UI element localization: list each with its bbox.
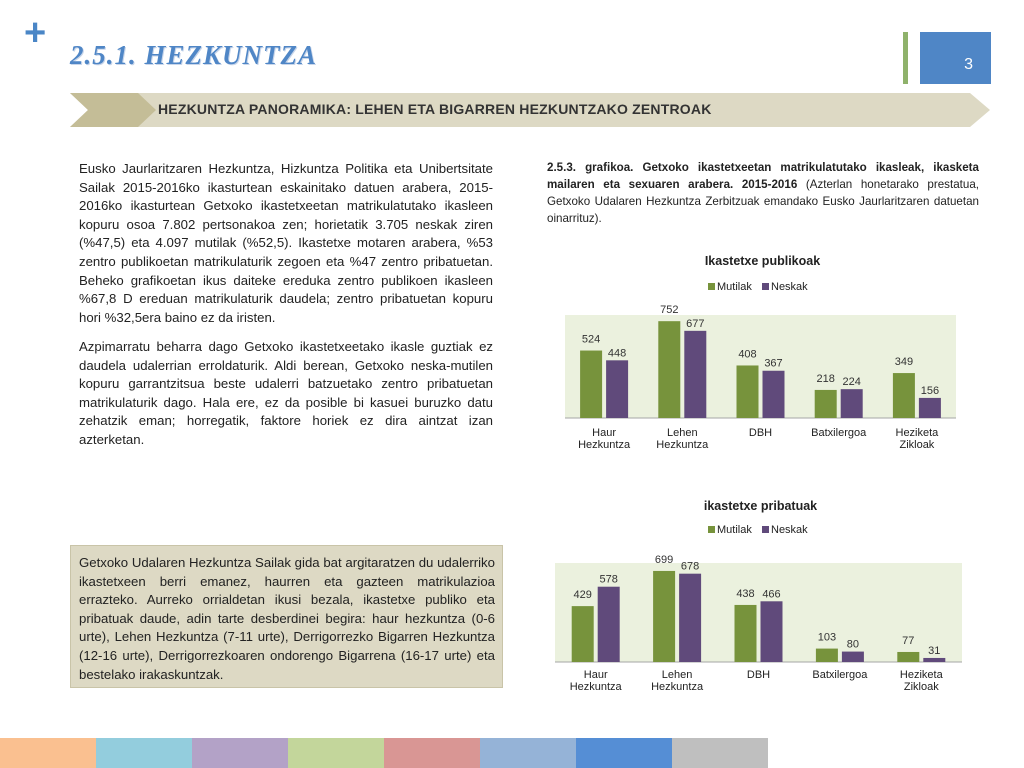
chart-private-svg [540, 495, 980, 700]
bar-mutilak-2 [653, 571, 675, 662]
data-label-mutilak-1: 429 [573, 589, 592, 602]
legend-swatch-mutilak [708, 526, 715, 533]
data-label-mutilak-5: 349 [894, 356, 914, 369]
caption-title: 2.5.3. grafikoa. Getxoko ikastetxeetan matrikulatutako ikasleak, ikasketa mailaren eta sexuaren arabera. 2015-2016 [547, 161, 979, 191]
data-label-neskak-3: 367 [764, 357, 783, 370]
data-label-neskak-5: 31 [928, 644, 941, 657]
data-label-mutilak-2: 699 [654, 553, 674, 566]
category-label-4: Batxilergoa [812, 669, 868, 681]
page-number-box [920, 32, 991, 84]
footer-block-4 [288, 738, 384, 768]
bar-neskak-1 [606, 360, 628, 418]
page-title: 2.5.1. HEZKUNTZA [70, 40, 318, 70]
info-box-text: Getxoko Udalaren Hezkuntza Sailak gida bat argitaratzen du udalerriko ikastetxeen berri emanez, haurren eta gazteen matrikulazioa errazteko. Aurreko orrialdetan ikusi bezala, ikastetxe publiko eta pribatuak daude, adin tarte desberdinei begira: haur hezkuntza (0-6 urte), Lehen Hezkuntza (7-11 urte), Derrigorrezko Bigarren Hezkuntza (12-16 urte), Derrigorrezkoaren ondorengo Bigarrena (16-17 urte) eta bestelako irakaskuntzak. [79, 555, 495, 682]
data-label-mutilak-1: 524 [581, 333, 601, 346]
data-label-mutilak-2: 752 [660, 304, 679, 317]
legend-label-neskak: Neskak [771, 281, 808, 293]
data-label-neskak-5: 156 [920, 384, 940, 397]
bar-mutilak-5 [893, 373, 915, 418]
chart-public [540, 250, 980, 460]
data-label-neskak-4: 224 [842, 376, 861, 389]
category-label-5: Heziketa [899, 669, 943, 681]
legend-label-mutilak: Mutilak [717, 281, 752, 293]
footer-block-3 [192, 738, 288, 768]
data-label-neskak-1: 448 [607, 347, 627, 360]
intro-paragraph: Eusko Jaurlaritzaren Hezkuntza, Hizkuntza Politika eta Unibertsitate Sailak 2015-2016ko ikasturtean eskainitako datuen arabera, 2015-2016ko ikasturtean Getxoko ikastetxeetan matrikulatutako ikasleen kopuru osoa 7.802 pertsonakoa zen; horietatik 3.705 neskak ziren (%47,5) eta 4.097 mutilak (%52,5). Ikastetxe motaren arabera, %53 zentro publikoetan matrikulaturik zegoen eta %47 zentro pribatuetan. Beheko grafikoetan ikus daiteke ereduka zentro publikoen ikasleen %67,8 D ereduan matrikulaturik daudela; zentro pribatuetan kopuru hori %32,5era baino ez da iristen. [79, 161, 493, 325]
footer-color-bar [0, 738, 768, 768]
category-label-1: Haur [583, 669, 608, 681]
banner-title: HEZKUNTZA PANORAMIKA: LEHEN ETA BIGARREN HEZKUNTZAKO ZENTROAK [158, 101, 712, 117]
category-label-1: Hezkuntza [578, 439, 631, 451]
bar-neskak-3 [761, 601, 783, 662]
category-label-4: Batxilergoa [811, 427, 867, 439]
bar-mutilak-2 [658, 321, 680, 418]
chart-caption [547, 159, 979, 227]
category-label-1: Hezkuntza [569, 681, 622, 693]
category-label-5: Zikloak [903, 681, 939, 693]
legend-swatch-neskak [762, 526, 769, 533]
info-box [70, 545, 503, 688]
category-label-5: Zikloak [899, 439, 935, 451]
bar-mutilak-1 [580, 351, 602, 418]
chart-public-svg [540, 250, 980, 460]
bar-neskak-4 [841, 389, 863, 418]
category-label-3: DBH [748, 427, 773, 439]
data-label-mutilak-3: 408 [738, 348, 757, 361]
footer-block-7 [576, 738, 672, 768]
note-paragraph: Azpimarratu beharra dago Getxoko ikastetxeetako ikasle guztiak ez daudela udalerrian erroldaturik. Aldi berean, Getxoko neska-mutilen kopuru garrantzitsua beste udalerri batzuetako zentro pribatuetan matrikulaturik dago. Hala ere, ez da posible bi kasuei buruzko datu zehatzik eman; horregatik, faktore horiek ez dira aintzat izan azterketan. [79, 339, 493, 447]
category-label-3: DBH [746, 669, 771, 681]
chart-title: Ikastetxe publikoak [704, 254, 821, 268]
bar-neskak-1 [598, 587, 620, 662]
bar-mutilak-4 [816, 649, 838, 662]
data-label-mutilak-4: 218 [816, 372, 835, 385]
bar-mutilak-3 [737, 365, 759, 418]
bar-mutilak-5 [897, 652, 919, 662]
data-label-neskak-3: 466 [762, 588, 781, 601]
bar-neskak-2 [684, 331, 706, 418]
caption-source: (Azterlan honetarako prestatua, Getxoko Udalaren Hezkuntza Zerbitzuak emandako Eusko Jaurlaritzaren datuetan oinarrituz). [547, 178, 979, 225]
legend-label-mutilak: Mutilak [717, 524, 752, 536]
data-label-neskak-4: 80 [846, 638, 860, 651]
accent-divider [903, 32, 908, 84]
bar-mutilak-3 [735, 605, 757, 662]
category-label-2: Hezkuntza [651, 681, 704, 693]
bar-mutilak-4 [815, 390, 837, 418]
data-label-mutilak-5: 77 [902, 634, 915, 647]
footer-block-1 [0, 738, 96, 768]
category-label-5: Heziketa [895, 427, 939, 439]
bar-neskak-5 [923, 658, 945, 662]
bar-neskak-3 [763, 371, 785, 418]
page-number: 3 [964, 56, 973, 73]
data-label-mutilak-4: 103 [817, 631, 837, 644]
footer-block-5 [384, 738, 480, 768]
data-label-neskak-1: 578 [599, 573, 618, 586]
category-label-1: Haur [592, 427, 617, 439]
plus-icon: + [24, 12, 47, 54]
bar-neskak-2 [679, 574, 701, 662]
chart-title: ikastetxe pribatuak [703, 499, 818, 513]
bar-neskak-4 [842, 652, 864, 662]
category-label-2: Lehen [667, 427, 698, 439]
data-label-neskak-2: 678 [680, 560, 700, 573]
data-label-neskak-2: 677 [686, 317, 705, 330]
data-label-mutilak-3: 438 [736, 587, 755, 600]
footer-block-2 [96, 738, 192, 768]
footer-block-6 [480, 738, 576, 768]
category-label-2: Hezkuntza [656, 439, 709, 451]
bar-mutilak-1 [572, 606, 594, 662]
bar-neskak-5 [919, 398, 941, 418]
legend-swatch-mutilak [708, 283, 715, 290]
footer-block-8 [672, 738, 768, 768]
legend-swatch-neskak [762, 283, 769, 290]
chart-private [540, 495, 980, 700]
category-label-2: Lehen [661, 669, 693, 681]
legend-label-neskak: Neskak [771, 524, 808, 536]
banner-arrow-tab [70, 93, 156, 127]
